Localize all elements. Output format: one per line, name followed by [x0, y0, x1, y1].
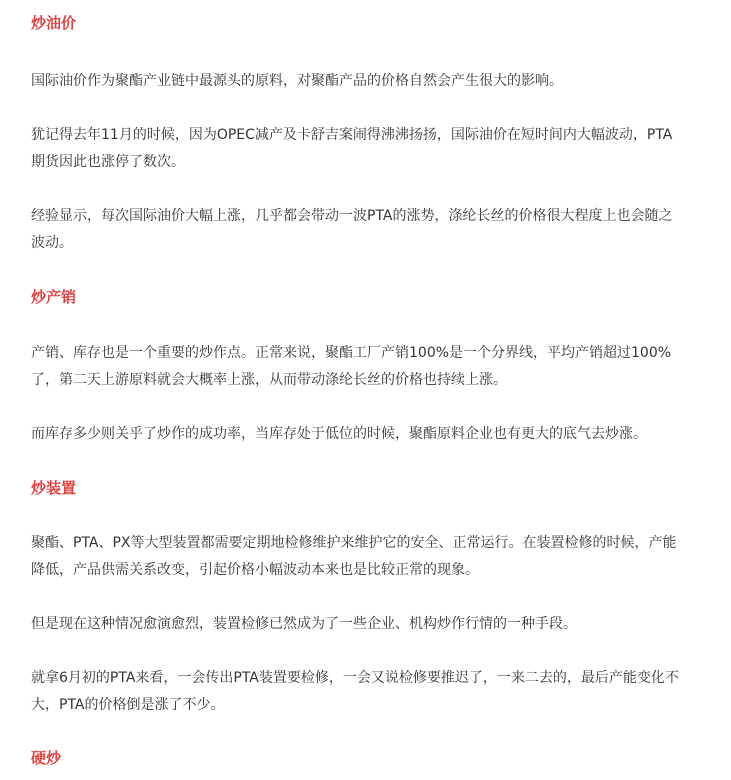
paragraph-line: 了，第二天上游原料就会大概率上涨，从而带动涤纶长丝的价格也持续上涨。 [31, 372, 507, 388]
paragraph-line: 降低，产品供需关系改变，引起价格小幅波动本来也是比较正常的现象。 [31, 562, 479, 578]
paragraph-line: 国际油价作为聚酯产业链中最源头的原料，对聚酯产品的价格自然会产生很大的影响。 [31, 73, 563, 89]
paragraph [31, 530, 711, 584]
paragraph-line: 犹记得去年11月的时候，因为OPEC减产及卡舒吉案闹得沸沸扬扬，国际油价在短时间内大幅波动，PTA [31, 127, 673, 143]
section-heading-sales: 炒产销 [31, 288, 77, 306]
paragraph-line: 聚酯、PTA、PX等大型装置都需要定期地检修维护来维护它的安全、正常运行。在装置检修的时候，产能 [31, 535, 677, 551]
paragraph [31, 340, 711, 394]
paragraph-line: 波动。 [31, 235, 73, 251]
paragraph-line: 但是现在这种情况愈演愈烈，装置检修已然成为了一些企业、机构炒作行情的一种手段。 [31, 616, 577, 632]
paragraph-line: 大，PTA的价格倒是涨了不少。 [31, 697, 225, 713]
paragraph [31, 203, 711, 257]
paragraph [31, 665, 711, 719]
section-heading-facility: 炒装置 [31, 479, 77, 497]
paragraph-line: 而库存多少则关乎了炒作的成功率，当库存处于低位的时候，聚酯原料企业也有更大的底气去炒涨。 [31, 426, 647, 442]
section-heading-hard-speculation: 硬炒 [31, 749, 62, 767]
paragraph [31, 421, 711, 448]
section-heading-oil-price: 炒油价 [31, 14, 77, 32]
paragraph-line: 就拿6月初的PTA来看，一会传出PTA装置要检修，一会又说检修要推迟了，一来二去的，最后产能变化不 [31, 670, 679, 686]
paragraph-line: 产销、库存也是一个重要的炒作点。正常来说，聚酯工厂产销100%是一个分界线，平均产销超过100% [31, 345, 672, 361]
paragraph [31, 611, 711, 638]
paragraph-line: 期货因此也涨停了数次。 [31, 154, 185, 170]
paragraph [31, 68, 711, 95]
paragraph-line: 经验显示，每次国际油价大幅上涨，几乎都会带动一波PTA的涨势，涤纶长丝的价格很大程度上也会随之 [31, 208, 673, 224]
paragraph [31, 122, 711, 176]
